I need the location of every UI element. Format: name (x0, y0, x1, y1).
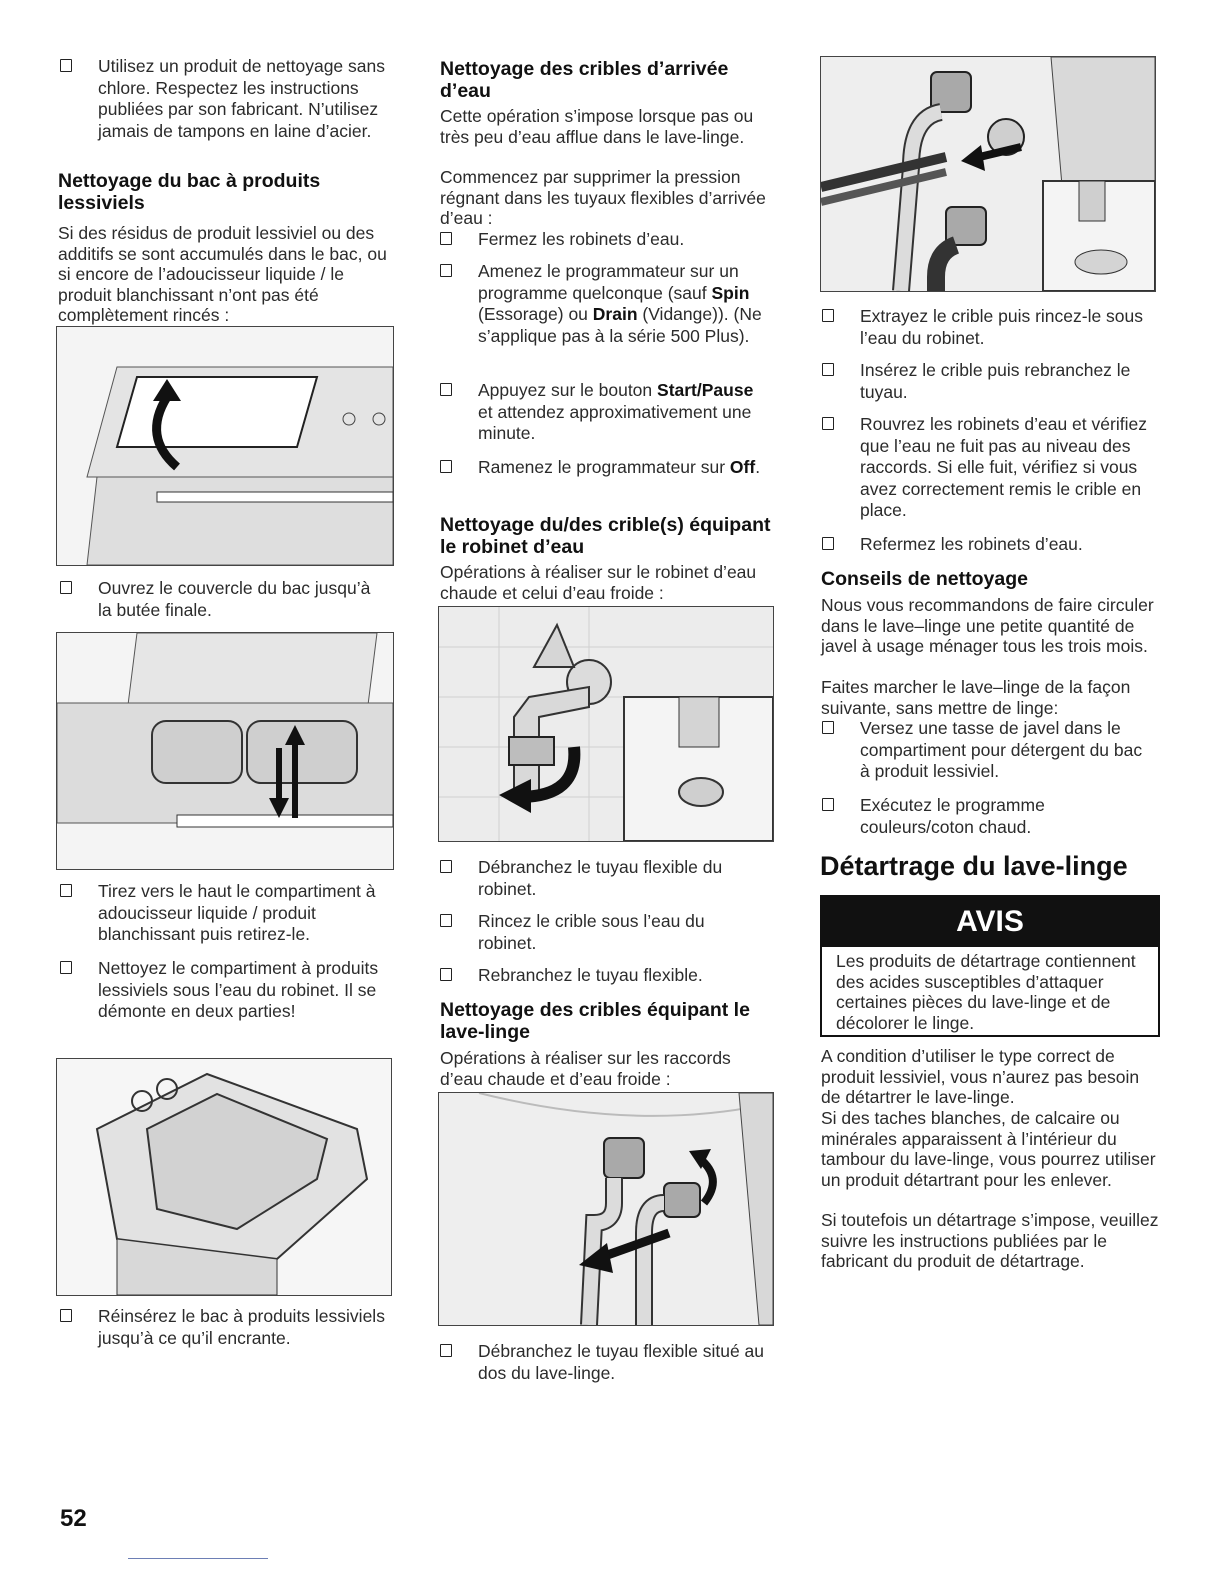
list-item (822, 414, 1167, 524)
list-item (822, 360, 1167, 405)
list-item-text: Rouvrez les robinets d’eau et vérifiez que l’eau ne fuit pas au niveau des raccords. Si elle fuit, vérifiez si vous avez correctement remis le crible en place. (860, 414, 1147, 520)
list-item (60, 881, 400, 951)
list-item-text: Ouvrez le couvercle du bac jusqu’à la butée finale. (98, 578, 371, 620)
list-item-text: Refermez les robinets d’eau. (860, 534, 1083, 554)
footer-rule (128, 1558, 268, 1559)
section-heading: Nettoyage du bac à produits lessiviels (58, 170, 321, 214)
checkbox-square-icon (60, 59, 72, 72)
notice-text: Les produits de détartrage contiennent des acides susceptibles d’attaquer certaines pièces du lave-linge et de décolorer le linge. (836, 951, 1136, 1033)
paragraph: Nous vous recommandons de faire circuler dans le lave–linge une petite quantité de javel à usage ménager tous les trois mois. (821, 595, 1154, 656)
checkbox-square-icon (440, 968, 452, 981)
list-item (440, 261, 780, 371)
list-item-text: Appuyez sur le bouton Start/Pause et attendez approximativement une minute. (478, 380, 754, 443)
list-item-text: Débranchez le tuyau flexible situé au dos du lave-linge. (478, 1341, 765, 1383)
checkbox-square-icon (60, 884, 72, 897)
checkbox-square-icon (440, 264, 452, 277)
paragraph: Cette opération s’impose lorsque pas ou très peu d’eau afflue dans le lave-linge. (440, 106, 754, 147)
section-heading: Nettoyage des cribles d’arrivée d’eau (440, 58, 729, 102)
list-item (822, 795, 1167, 840)
list-item (822, 718, 1167, 784)
checkbox-square-icon (440, 860, 452, 873)
illustration-faucet-screen (438, 606, 774, 842)
list-item-text: Tirez vers le haut le compartiment à adoucisseur liquide / produit blanchissant puis retirez-le. (98, 881, 376, 944)
paragraph: Opérations à réaliser sur les raccords d’eau chaude et d’eau froide : (440, 1048, 731, 1089)
list-item-text: Rincez le crible sous l’eau du robinet. (478, 911, 705, 953)
list-item (822, 534, 1167, 559)
list-item (822, 306, 1167, 351)
illustration-machine-inlet-screen (438, 1092, 774, 1326)
list-item-text: Exécutez le programme couleurs/coton chaud. (860, 795, 1045, 837)
checkbox-square-icon (60, 961, 72, 974)
list-item-text: Nettoyez le compartiment à produits lessiviels sous l’eau du robinet. Il se démonte en deux parties! (98, 958, 379, 1021)
checkbox-square-icon (440, 460, 452, 473)
section-heading: Conseils de nettoyage (821, 568, 1028, 590)
checkbox-square-icon (60, 1309, 72, 1322)
list-item-text: Utilisez un produit de nettoyage sans chlore. Respectez les instructions publiées par son fabricant. N’utilisez jamais de tampons en laine d’acier. (98, 56, 385, 141)
paragraph: Commencez par supprimer la pression régnant dans les tuyaux flexibles d’arrivée d’eau : (440, 167, 766, 228)
list-item-text: Amenez le programmateur sur un programme quelconque (sauf Spin (Essorage) ou Drain (Vidange)). (Ne s’applique pas à la série 500 Plus). (478, 261, 762, 346)
list-item-text: Extrayez le crible puis rincez-le sous l’eau du robinet. (860, 306, 1144, 348)
checkbox-square-icon (440, 383, 452, 396)
list-item (440, 380, 780, 450)
checkbox-square-icon (60, 581, 72, 594)
paragraph: Si des taches blanches, de calcaire ou minérales apparaissent à l’intérieur du tambour du lave-linge, vous pourrez utiliser un produit détartrant pour les enlever. (821, 1108, 1156, 1190)
paragraph: Si des résidus de produit lessiviel ou des additifs se sont accumulés dans le bac, ou si encore de l’adoucisseur liquide / le produit blanchissant n’ont pas été complètement rincés : (58, 223, 387, 325)
list-item (440, 965, 780, 990)
list-item (440, 457, 780, 502)
list-item (60, 958, 400, 1048)
checkbox-square-icon (440, 914, 452, 927)
list-item (440, 229, 780, 254)
list-item-text: Réinsérez le bac à produits lessiviels jusqu’à ce qu’il encrante. (98, 1306, 385, 1348)
list-item-text: Versez une tasse de javel dans le compartiment pour détergent du bac à produit lessiviel. (860, 718, 1143, 781)
illustration-softener-compartment (56, 632, 394, 870)
illustration-dispenser-lid-open (56, 326, 394, 566)
checkbox-square-icon (440, 1344, 452, 1357)
section-heading: Nettoyage du/des crible(s) équipant le robinet d’eau (440, 514, 771, 558)
paragraph: Si toutefois un détartrage s’impose, veuillez suivre les instructions publiées par le fabricant du produit de détartrage. (821, 1210, 1159, 1271)
list-item-text: Ramenez le programmateur sur Off. (478, 457, 761, 477)
list-item-text: Insérez le crible puis rebranchez le tuyau. (860, 360, 1131, 402)
checkbox-square-icon (440, 232, 452, 245)
list-item (60, 1306, 400, 1351)
checkbox-square-icon (822, 721, 834, 734)
list-item (440, 1341, 780, 1386)
notice-box (820, 895, 1160, 1037)
illustration-remove-screen-pliers (820, 56, 1156, 292)
notice-title: AVIS (822, 897, 1158, 947)
paragraph: A condition d’utiliser le type correct de produit lessiviel, vous n’aurez pas besoin de détartrer le lave-linge. (821, 1046, 1140, 1107)
illustration-detergent-drawer (56, 1058, 392, 1296)
section-title: Détartrage du lave-linge (820, 851, 1128, 881)
list-item (60, 578, 400, 623)
list-item (60, 56, 400, 166)
list-item-text: Fermez les robinets d’eau. (478, 229, 685, 249)
checkbox-square-icon (822, 363, 834, 376)
checkbox-square-icon (822, 417, 834, 430)
page-number: 52 (60, 1505, 87, 1532)
checkbox-square-icon (822, 309, 834, 322)
checkbox-square-icon (822, 798, 834, 811)
paragraph: Faites marcher le lave–linge de la façon suivante, sans mettre de linge: (821, 677, 1131, 718)
list-item (440, 911, 780, 956)
paragraph: Opérations à réaliser sur le robinet d’eau chaude et celui d’eau froide : (440, 562, 757, 603)
section-heading: Nettoyage des cribles équipant le lave-linge (440, 999, 750, 1043)
checkbox-square-icon (822, 537, 834, 550)
list-item-text: Débranchez le tuyau flexible du robinet. (478, 857, 723, 899)
list-item (440, 857, 780, 902)
list-item-text: Rebranchez le tuyau flexible. (478, 965, 703, 985)
